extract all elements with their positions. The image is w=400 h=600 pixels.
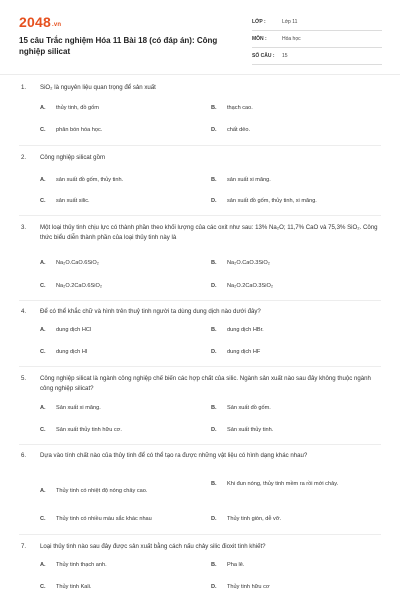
info-row-count <box>252 48 382 65</box>
question-divider <box>19 366 381 367</box>
question-number: 3. <box>21 224 27 231</box>
option-key: D. <box>211 127 217 133</box>
option-key: D. <box>211 516 217 522</box>
info-row-subject <box>252 31 382 48</box>
option-key: B. <box>211 177 217 183</box>
option-text: Sản xuất xi măng. <box>56 405 101 411</box>
option-text: sản xuất đồ gốm, thủy tinh. <box>56 177 124 183</box>
info-key: MÔN : <box>252 36 267 42</box>
option-text: Thủy tinh hữu cơ <box>227 584 270 590</box>
info-key: SỐ CÂU : <box>252 53 275 59</box>
option-key: A. <box>40 562 46 568</box>
question-number: 1. <box>21 84 27 91</box>
question-divider <box>19 444 381 445</box>
question-text: Dựa vào tính chất nào của thủy tinh để có thể tạo ra được những vật liệu có hình dạng khác nhau? <box>40 452 308 459</box>
question-number: 2. <box>21 154 27 161</box>
question-divider <box>19 534 381 535</box>
option-key: B. <box>211 562 217 568</box>
option-key: D. <box>211 584 217 590</box>
option-key: C. <box>40 198 46 204</box>
option-key: A. <box>40 405 46 411</box>
option-key: D. <box>211 283 217 289</box>
option-text: Thủy tinh giòn, dễ vỡ. <box>227 516 282 522</box>
option-key: A. <box>40 177 46 183</box>
option-key: C. <box>40 516 46 522</box>
option-key: D. <box>211 427 217 433</box>
question-divider <box>19 300 381 301</box>
option-text: Na₂O.CaO.6SiO₂ <box>56 260 99 266</box>
option-key: D. <box>211 349 217 355</box>
option-text: Thủy tinh có nhiều màu sắc khác nhau <box>56 516 152 522</box>
question-number: 7. <box>21 543 27 550</box>
option-text: Na₂O.2CaO.6SiO₂ <box>56 283 103 289</box>
option-text: chất dẻo. <box>227 127 251 133</box>
option-text: dung dịch HBr. <box>227 327 264 333</box>
option-text: Na₂O.2CaO.3SiO₂ <box>227 283 274 289</box>
option-key: A. <box>40 488 46 494</box>
option-text: dung dịch HF <box>227 349 261 355</box>
option-key: C. <box>40 584 46 590</box>
option-text: Na₂O.CaO.3SiO₂ <box>227 260 270 266</box>
option-key: A. <box>40 327 46 333</box>
info-panel <box>252 14 382 65</box>
option-text: Khi đun nóng, thủy tinh mềm ra rồi mới chảy. <box>227 481 339 487</box>
option-key: C. <box>40 427 46 433</box>
info-value: Lớp 11 <box>282 19 298 25</box>
option-text: sản xuất silic. <box>56 198 90 204</box>
question-number: 5. <box>21 375 27 382</box>
logo-text: 2048 <box>19 14 51 30</box>
option-key: C. <box>40 283 46 289</box>
option-text: Thủy tinh thạch anh. <box>56 562 107 568</box>
option-text: thủy tinh, đồ gốm <box>56 105 99 111</box>
option-text: dung dịch HCl <box>56 327 92 333</box>
header <box>0 0 400 78</box>
option-key: B. <box>211 105 217 111</box>
option-text: sản xuất đồ gốm, thủy tinh, xi măng. <box>227 198 317 204</box>
option-key: B. <box>211 260 217 266</box>
header-divider <box>0 74 400 75</box>
option-key: B. <box>211 405 217 411</box>
option-key: C. <box>40 349 46 355</box>
question-text: Công nghiệp silicat gồm <box>40 154 106 161</box>
site-logo[interactable] <box>19 14 61 30</box>
page-title: 15 câu Trắc nghiệm Hóa 11 Bài 18 (có đáp án): Công nghiệp silicat <box>19 36 218 56</box>
option-text: Thủy tinh có nhiệt độ nóng chảy cao. <box>56 488 148 494</box>
question-text: Công nghiệp silicat là ngành công nghiệp chế biến các hợp chất của silic. Ngành sản xuất nào sau đây không thuộc ngành công nghiệp silicat? <box>40 375 371 392</box>
question-number: 4. <box>21 308 27 315</box>
info-value: 15 <box>282 53 288 59</box>
option-key: D. <box>211 198 217 204</box>
info-key: LỚP : <box>252 19 266 25</box>
option-key: A. <box>40 105 46 111</box>
logo-suffix: .vn <box>51 22 62 28</box>
option-text: Sản xuất thủy tinh hữu cơ. <box>56 427 122 433</box>
option-key: C. <box>40 127 46 133</box>
option-key: A. <box>40 260 46 266</box>
option-text: Thủy tinh Kali. <box>56 584 92 590</box>
option-text: sản xuất xi măng. <box>227 177 271 183</box>
info-row-class <box>252 14 382 31</box>
option-text: dung dịch HI <box>56 349 88 355</box>
option-key: B. <box>211 327 217 333</box>
option-text: Pha lê. <box>227 562 245 568</box>
question-number: 6. <box>21 452 27 459</box>
option-key: B. <box>211 481 217 487</box>
question-divider <box>19 145 381 146</box>
option-text: thạch cao. <box>227 105 253 111</box>
question-text: Loại thủy tinh nào sau đây được sản xuất bằng cách nấu chảy silic đioxit tinh khiết? <box>40 543 266 550</box>
question-text: SiO₂ là nguyên liệu quan trọng để sản xuất <box>40 84 156 91</box>
question-text: Để có thể khắc chữ và hình trên thuỷ tinh người ta dùng dung dịch nào dưới đây? <box>40 308 261 315</box>
option-text: Sản xuất đồ gốm. <box>227 405 271 411</box>
option-text: phân bón hóa học. <box>56 127 103 133</box>
info-value: Hóa học <box>282 36 301 42</box>
option-text: Sản xuất thủy tinh. <box>227 427 274 433</box>
question-text: Một loại thủy tinh chịu lực có thành phần theo khối lượng của các oxit như sau: 13% Na₂O; 11,7% CaO và 75,3% SiO₂. Công thức biểu diễn thành phần của loại thủy tinh này là <box>40 224 378 241</box>
question-divider <box>19 215 381 216</box>
